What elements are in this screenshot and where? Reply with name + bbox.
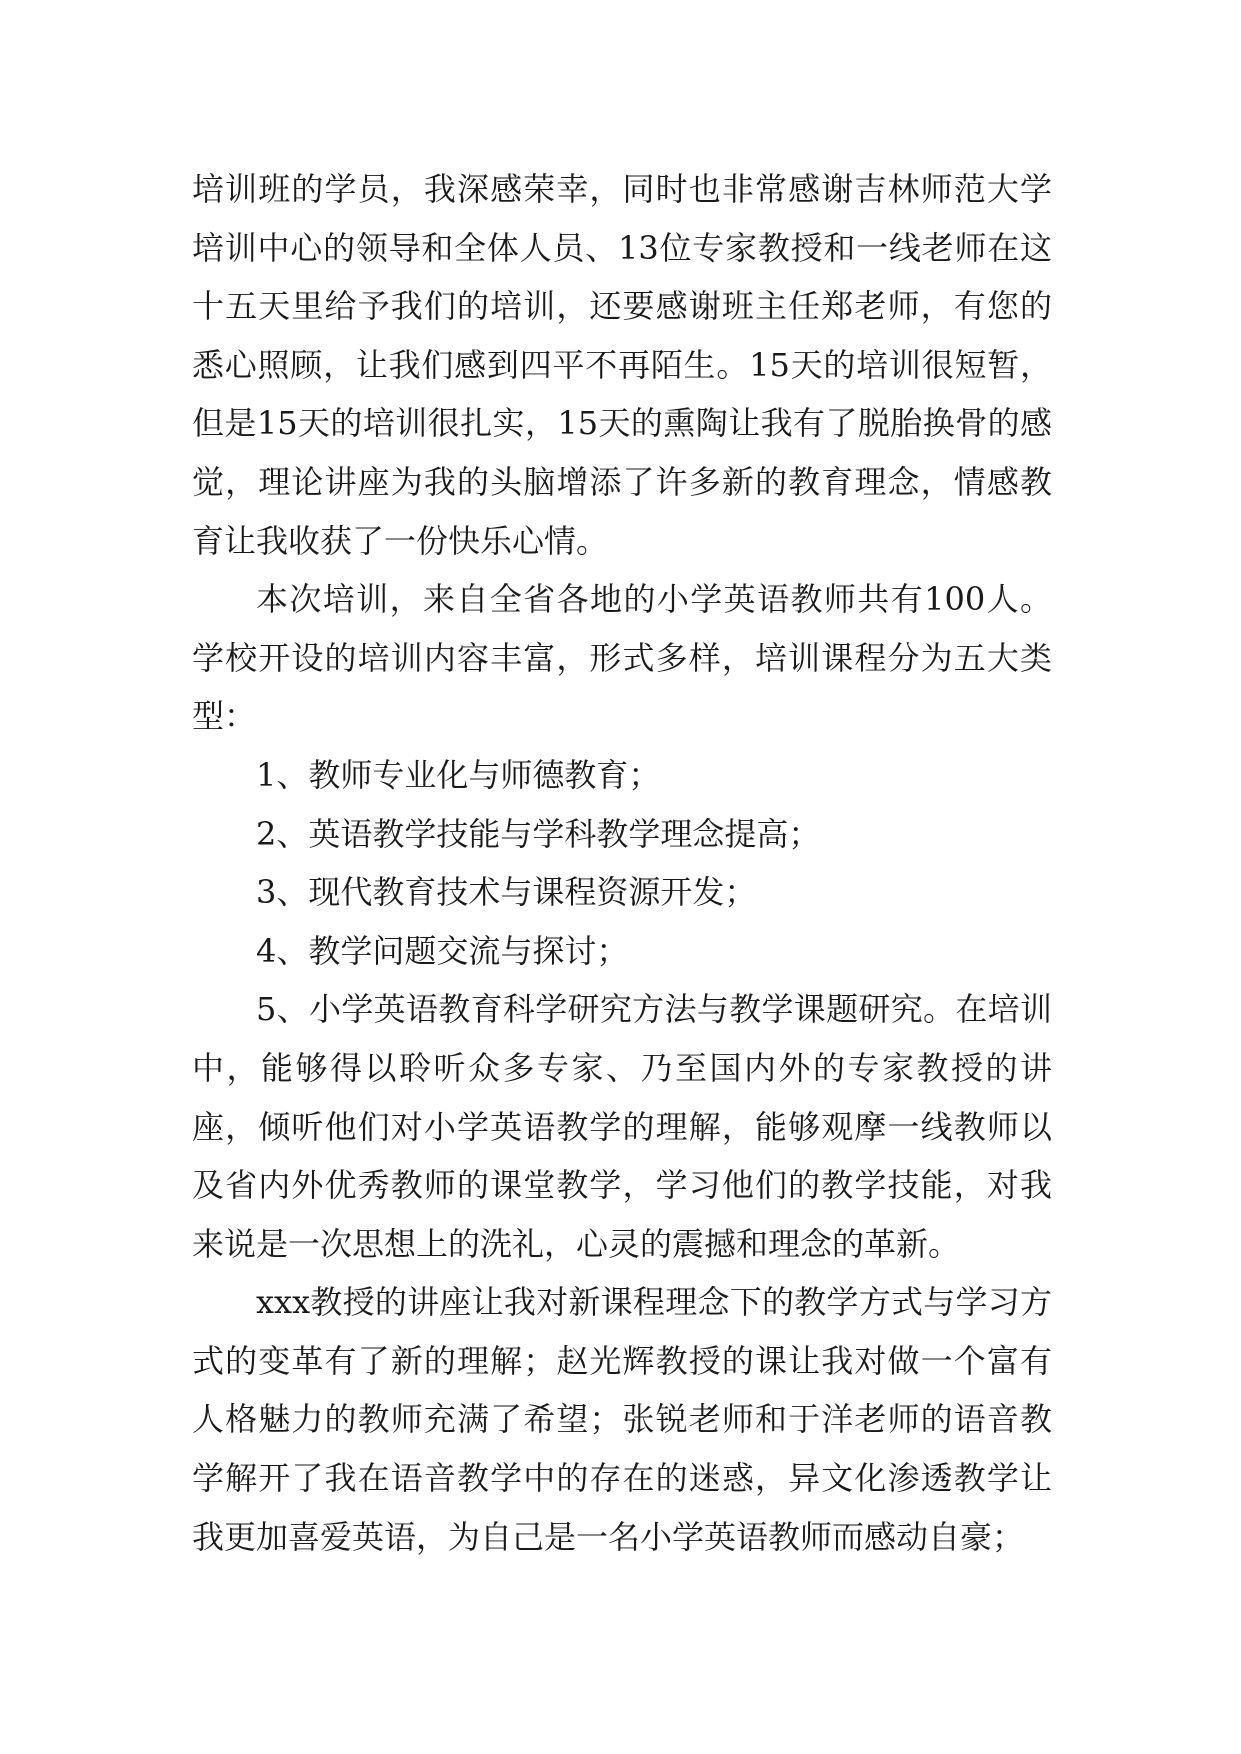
list-item-5: 5、小学英语教育科学研究方法与教学课题研究。在培训中，能够得以聆听众多专家、乃至国内外的专家教授的讲座，倾听他们对小学英语教学的理解，能够观摩一线教师以及省内外优秀教师的课堂教学，学习他们的教学技能，对我来说是一次思想上的洗礼，心灵的震撼和理念的革新。: [192, 990, 1052, 1263]
paragraph-1: 培训班的学员，我深感荣幸，同时也非常感谢吉林师范大学培训中心的领导和全体人员、13位专家教授和一线老师在这十五天里给予我们的培训，还要感谢班主任郑老师，有您的悉心照顾，让我们感到四平不再陌生。15天的培训很短暂，但是15天的培训很扎实，15天的熏陶让我有了脱胎换骨的感觉，理论讲座为我的头脑增添了许多新的教育理念，情感教育让我收获了一份快乐心情。: [192, 170, 1052, 560]
document-body: [192, 160, 1052, 1566]
list-item-4: 4、教学问题交流与探讨；: [256, 931, 629, 970]
list-item-1: 1、教师专业化与师德教育；: [256, 755, 661, 794]
list-item-3: 3、现代教育技术与课程资源开发；: [256, 873, 757, 912]
paragraph-3: xxx教授的讲座让我对新课程理念下的教学方式与学习方式的变革有了新的理解；赵光辉教授的课让我对做一个富有人格魅力的教师充满了希望；张锐老师和于洋老师的语音教学解开了我在语音教学中的存在的迷惑，异文化渗透教学让我更加喜爱英语，为自己是一名小学英语教师而感动自豪；: [192, 1283, 1052, 1556]
paragraph-2: 本次培训，来自全省各地的小学英语教师共有100人。学校开设的培训内容丰富，形式多样，培训课程分为五大类型：: [192, 580, 1052, 736]
list-item-2: 2、英语教学技能与学科教学理念提高；: [256, 814, 821, 853]
